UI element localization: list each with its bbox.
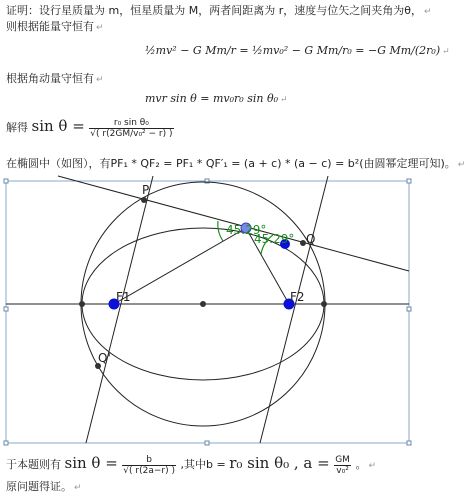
ellipse-diagram: [0, 170, 474, 450]
solution-numerator: r₀ sin θ₀: [89, 118, 173, 129]
angle-label-left: 45.29°: [226, 223, 267, 237]
perpendicular-line-p: [86, 176, 153, 443]
conclusion-fraction: [122, 455, 176, 476]
resize-handle[interactable]: [407, 307, 411, 311]
intro-line-2: [6, 20, 104, 35]
solution-denominator: √( r(2GM/v₀² − r) ): [90, 128, 173, 139]
conclusion-a-numerator: GM: [335, 454, 350, 465]
paragraph-mark: ↵: [423, 7, 432, 17]
angle-label-right: 45.29°: [254, 232, 295, 246]
figure-frame: [6, 181, 409, 443]
conclusion-b-value: r₀ sin θ₀ , a =: [229, 454, 330, 472]
resize-handle[interactable]: [4, 441, 8, 445]
angle-arc-left: [218, 221, 223, 241]
conclusion-a-denominator: v₀²: [336, 465, 349, 476]
conclusion-sin-theta: sin θ =: [64, 454, 118, 472]
ellipse-text: 在椭圆中（如图），有PF₁ * QF₂ = PF₁ * QF′₁ = (a + c) * (a − c) = b²(由圆幂定理可知)。: [6, 157, 456, 170]
momentum-intro-text: 根据角动量守恒有: [6, 72, 94, 85]
paragraph-mark: ↵: [74, 483, 82, 493]
resize-handle[interactable]: [4, 307, 8, 311]
vertex-right-point: [321, 301, 327, 307]
conclusion-line: [6, 452, 376, 477]
intro-line-1: [6, 4, 432, 19]
solution-fraction: [89, 118, 173, 139]
intro-text-2: 则根据能量守恒有: [6, 20, 94, 33]
center-point: [200, 301, 206, 307]
conclusion-a-fraction: [334, 455, 351, 476]
perpendicular-line-q: [260, 176, 328, 443]
energy-equation: [145, 44, 450, 57]
paragraph-mark: ↵: [96, 75, 104, 85]
solve-prefix: 解得: [6, 121, 28, 134]
intro-text-1: 证明：设行星质量为 m，恒星质量为 M，两者间距离为 r，速度与位矢之间夹角为θ，: [6, 4, 422, 17]
final-line: [6, 480, 82, 495]
momentum-equation: [145, 92, 288, 105]
conclusion-prefix: 于本题则有: [6, 458, 61, 471]
solve-line: [6, 116, 175, 139]
conclusion-denominator: √( r(2a−r) ): [123, 465, 175, 476]
label-q: Q: [306, 232, 316, 246]
resize-handle[interactable]: [205, 441, 209, 445]
paragraph-mark: ↵: [457, 160, 466, 170]
resize-handle[interactable]: [407, 179, 411, 183]
paragraph-mark: ↵: [368, 461, 376, 471]
momentum-intro-line: [6, 72, 104, 87]
paragraph-mark: ↵: [279, 95, 288, 105]
vertex-left-point: [79, 301, 85, 307]
conclusion-numerator: b: [122, 455, 176, 466]
resize-handle[interactable]: [407, 441, 411, 445]
momentum-equation-text: mvr sin θ = mv₀r₀ sin θ₀: [145, 92, 278, 105]
point-p: [141, 197, 147, 203]
resize-handle[interactable]: [4, 179, 8, 183]
paragraph-mark: ↵: [442, 47, 450, 57]
focal-line-f1: [114, 228, 246, 304]
energy-equation-text: ½mv² − G Mm/r = ½mv₀² − G Mm/r₀ = −G Mm/(2r₀): [145, 44, 441, 57]
conclusion-end: 。: [355, 458, 367, 471]
label-q-prime: Q': [98, 351, 111, 365]
paragraph-mark: ↵: [96, 23, 104, 33]
conclusion-mid: ,其中b =: [180, 458, 226, 471]
sin-theta-label: sin θ =: [31, 117, 85, 135]
label-p: P: [142, 183, 150, 197]
label-f2: F2: [290, 290, 305, 304]
final-text: 原问题得证。: [6, 480, 72, 493]
label-f1: F1: [116, 290, 131, 304]
